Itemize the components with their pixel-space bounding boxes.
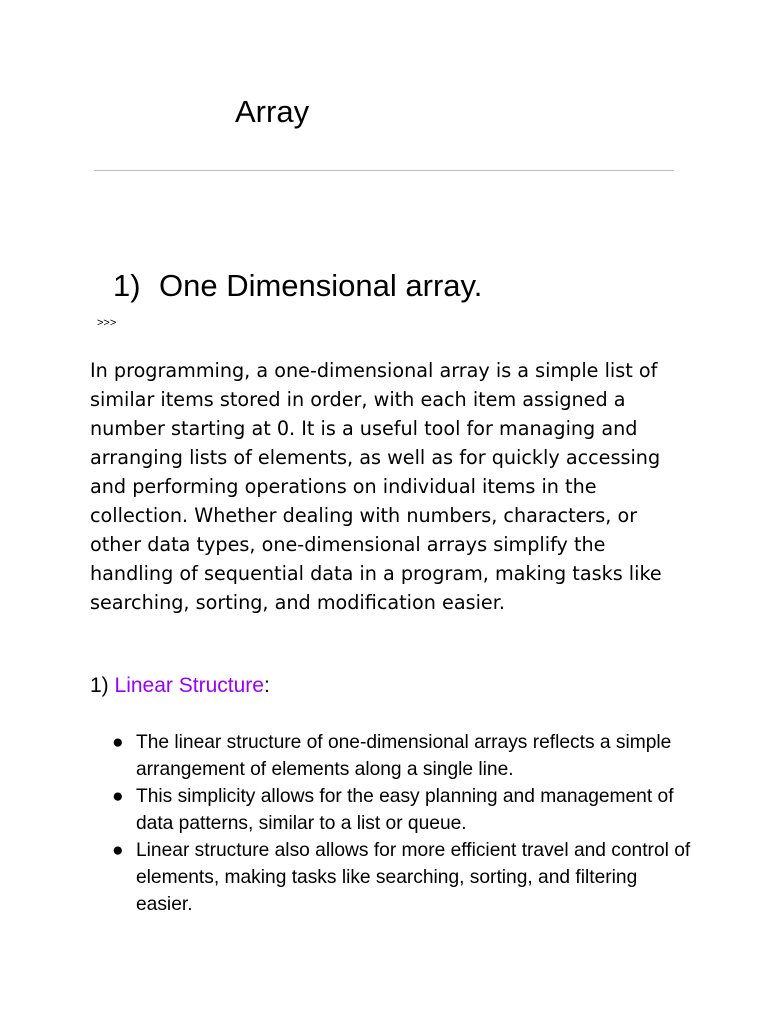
subsection-number: 1) bbox=[90, 674, 109, 697]
page-title: Array bbox=[235, 94, 310, 129]
bullet-list bbox=[112, 729, 692, 918]
subsection-title: Linear Structure bbox=[114, 674, 264, 697]
horizontal-divider bbox=[94, 170, 674, 171]
bullet-icon: ● bbox=[112, 732, 124, 753]
list-item bbox=[112, 837, 692, 918]
list-item-text: Linear structure also allows for more efficient travel and control of elements, making tasks like searching, sorting, and filtering easier. bbox=[136, 840, 691, 915]
list-item bbox=[112, 783, 692, 837]
subsection-heading bbox=[90, 670, 270, 702]
section-heading bbox=[113, 265, 482, 307]
body-paragraph: In programming, a one-dimensional array is a simple list of similar items stored in order, with each item assigned a number starting at 0. It is a useful tool for managing and arranging lists of elements, as well as for quickly accessing and performing operations on individual items in the collection. Whether dealing with numbers, characters, or other data types, one-dimensional arrays simplify the handling of sequential data in a program, making tasks like searching, sorting, and modification easier. bbox=[90, 359, 662, 614]
list-item-text: The linear structure of one-dimensional arrays reflects a simple arrangement of elements along a single line. bbox=[136, 732, 672, 780]
section-number: 1) bbox=[113, 268, 141, 303]
bullet-icon: ● bbox=[112, 786, 124, 807]
list-item bbox=[112, 729, 692, 783]
subsection-suffix: : bbox=[263, 674, 270, 697]
bullet-icon: ● bbox=[112, 840, 124, 861]
list-item-text: This simplicity allows for the easy planning and management of data patterns, similar to a list or queue. bbox=[136, 786, 674, 834]
section-heading-text: One Dimensional array. bbox=[159, 268, 483, 303]
section-marker: >>> bbox=[97, 317, 117, 329]
